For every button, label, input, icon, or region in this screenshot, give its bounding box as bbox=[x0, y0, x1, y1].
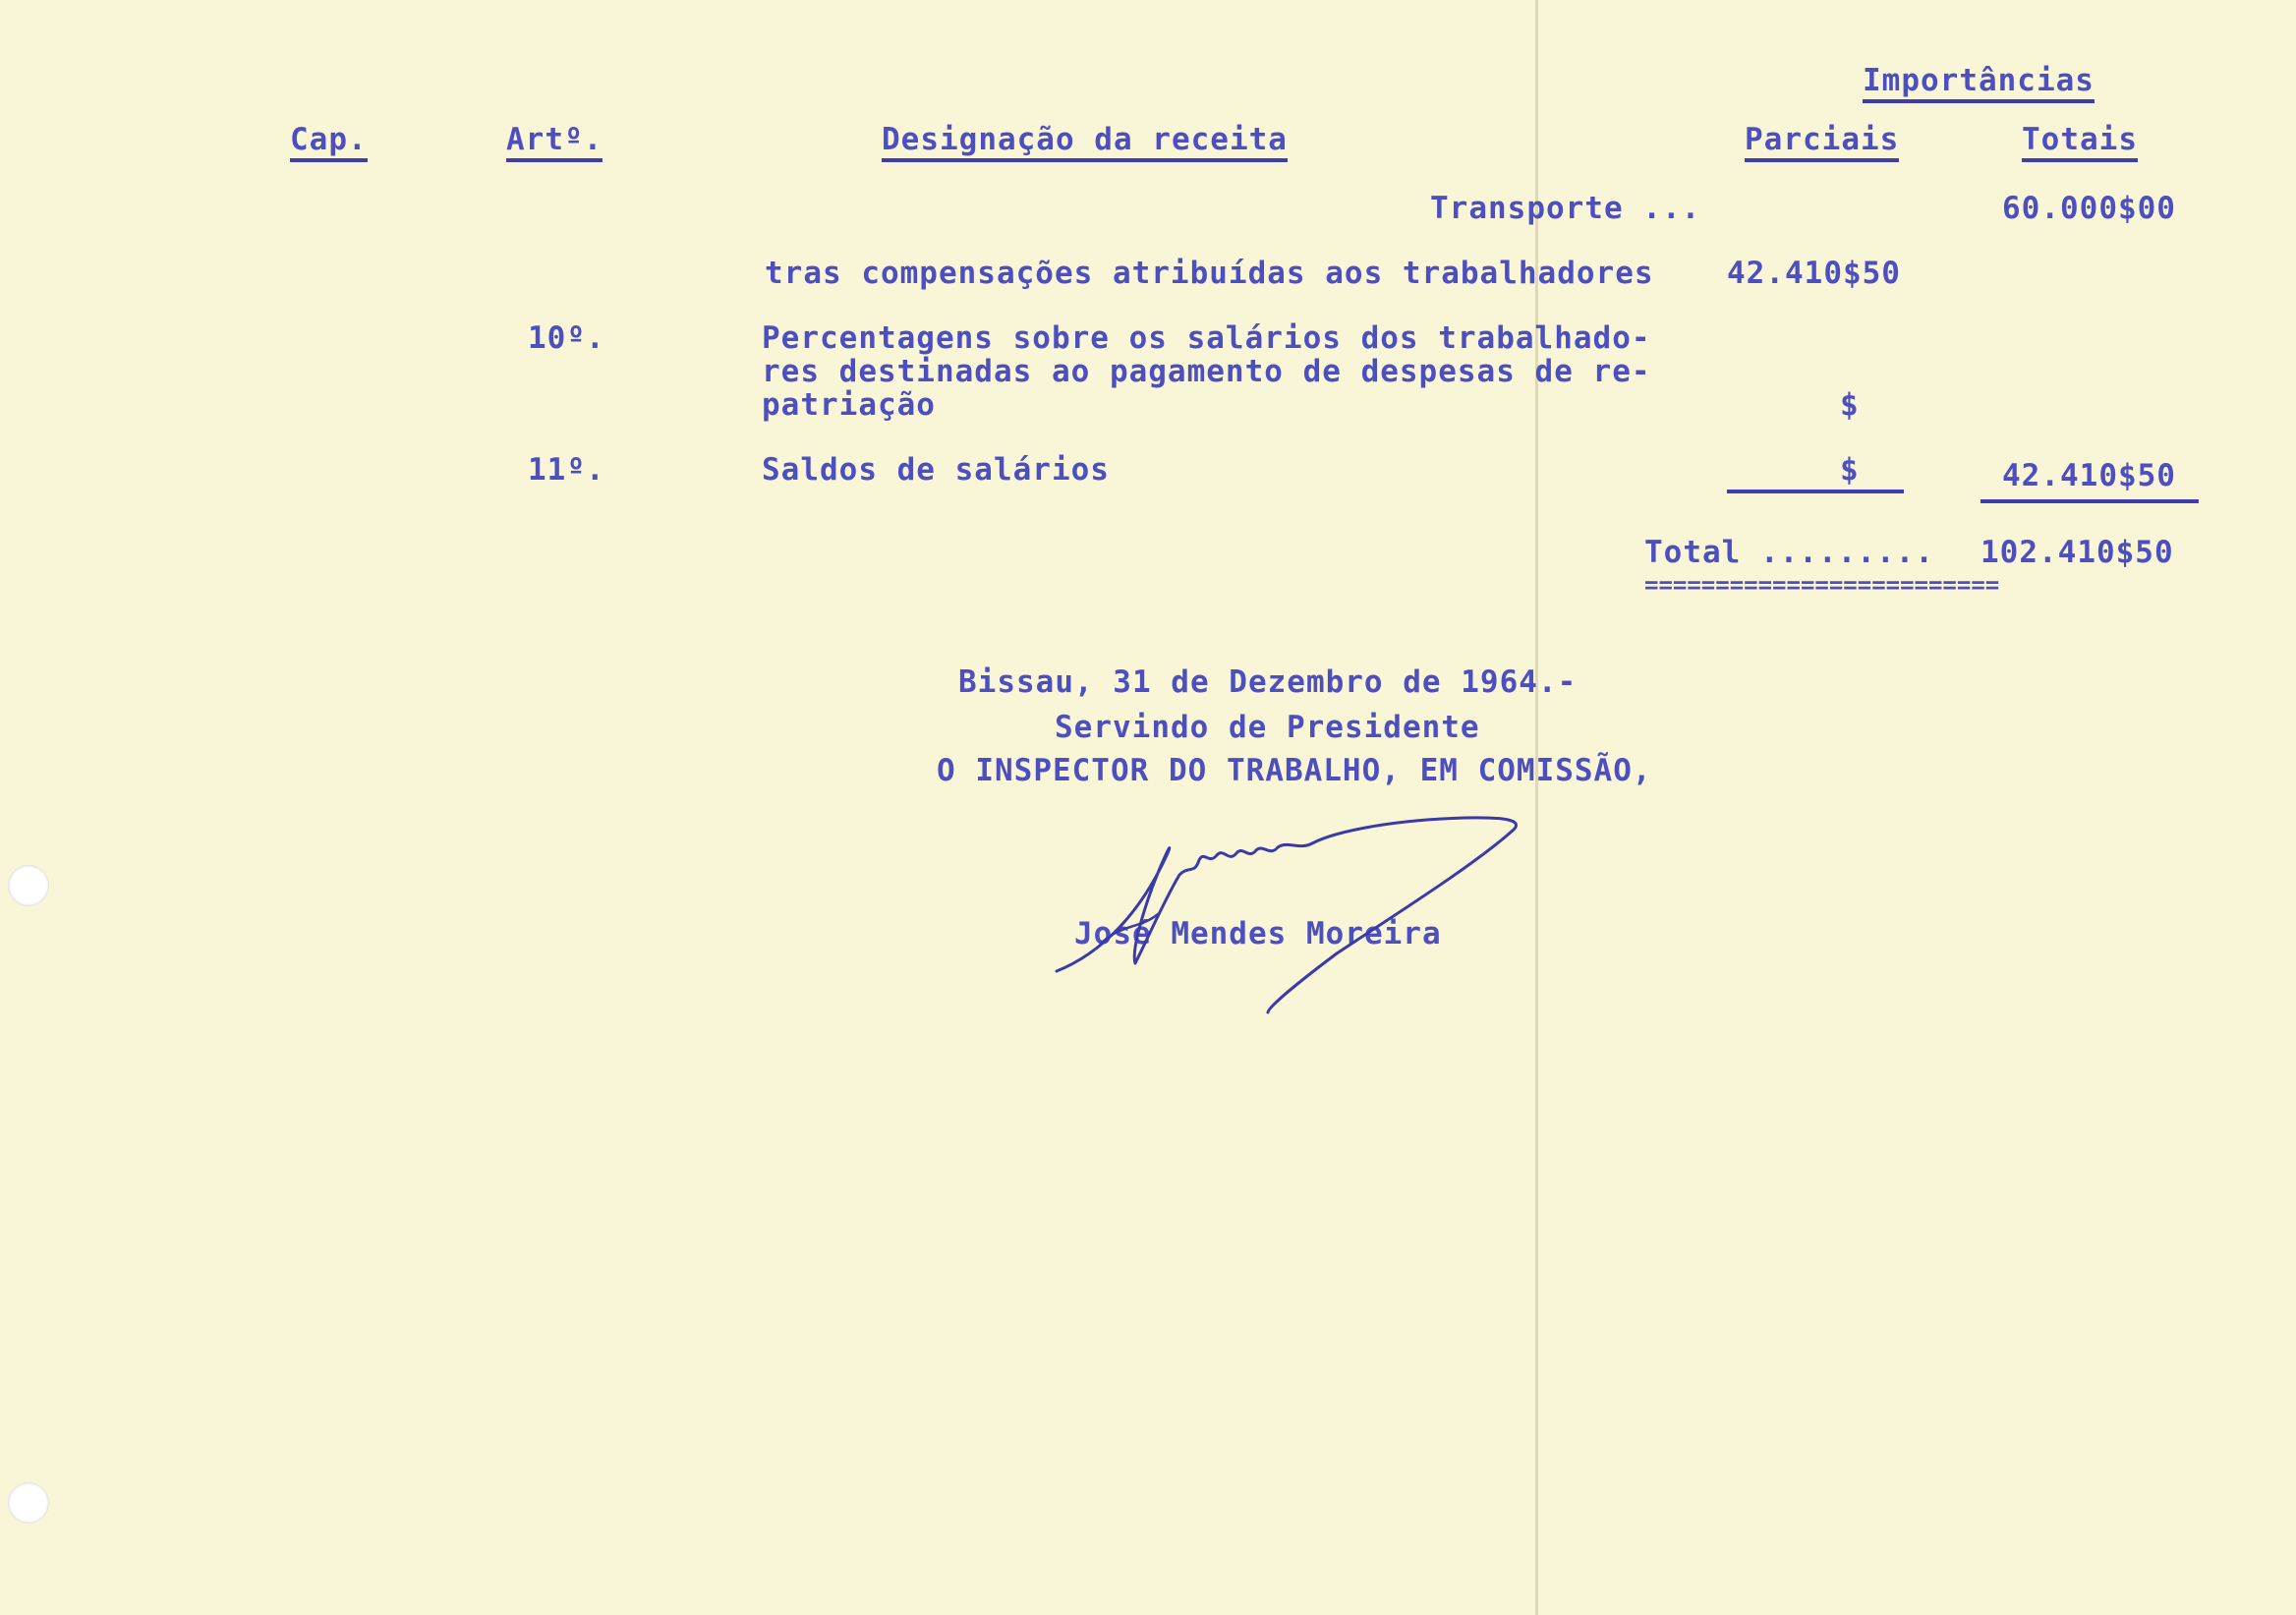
handwritten-signature bbox=[1042, 806, 1553, 1032]
header-cap: Cap. bbox=[290, 122, 368, 162]
header-designacao: Designação da receita bbox=[882, 122, 1288, 162]
row2-line3: patriação bbox=[762, 387, 936, 423]
total-label: Total ......... bbox=[1644, 535, 1934, 570]
row2-line2: res destinadas ao pagamento de despesas de re- bbox=[762, 354, 1651, 389]
row1-text: tras compensações atribuídas aos trabalhadores bbox=[765, 256, 1654, 291]
role-inspector: O INSPECTOR DO TRABALHO, EM COMISSÃO, bbox=[937, 753, 1652, 788]
row3-text: Saldos de salários bbox=[762, 452, 1110, 488]
header-parciais: Parciais bbox=[1745, 122, 1899, 162]
total-double-rule: ========================= bbox=[1644, 571, 2000, 599]
header-importancias: Importâncias bbox=[1863, 63, 2095, 103]
punch-hole-upper bbox=[8, 865, 49, 906]
row3-art: 11º. bbox=[528, 452, 605, 488]
row2-parcial: $ bbox=[1840, 387, 1860, 423]
row1-parcial: 42.410$50 bbox=[1727, 256, 1901, 291]
signatory-name: José Mendes Moreira bbox=[1074, 916, 1442, 952]
row3-parcial: $ bbox=[1840, 452, 1860, 488]
totais-sum-rule bbox=[1980, 499, 2199, 503]
row2-art: 10º. bbox=[528, 320, 605, 356]
role-servindo: Servindo de Presidente bbox=[1055, 710, 1480, 745]
row2-line1: Percentagens sobre os salários dos trabalhado- bbox=[762, 320, 1651, 356]
transporte-label: Transporte ... bbox=[1430, 191, 1701, 226]
place-date: Bissau, 31 de Dezembro de 1964.- bbox=[958, 664, 1578, 700]
transporte-total: 60.000$00 bbox=[2002, 191, 2176, 226]
row3-total: 42.410$50 bbox=[2002, 458, 2176, 493]
header-art: Artº. bbox=[506, 122, 603, 162]
header-totais: Totais bbox=[2022, 122, 2138, 162]
punch-hole-lower bbox=[8, 1482, 49, 1524]
total-value: 102.410$50 bbox=[1980, 535, 2174, 570]
parciais-sum-rule bbox=[1727, 490, 1904, 493]
